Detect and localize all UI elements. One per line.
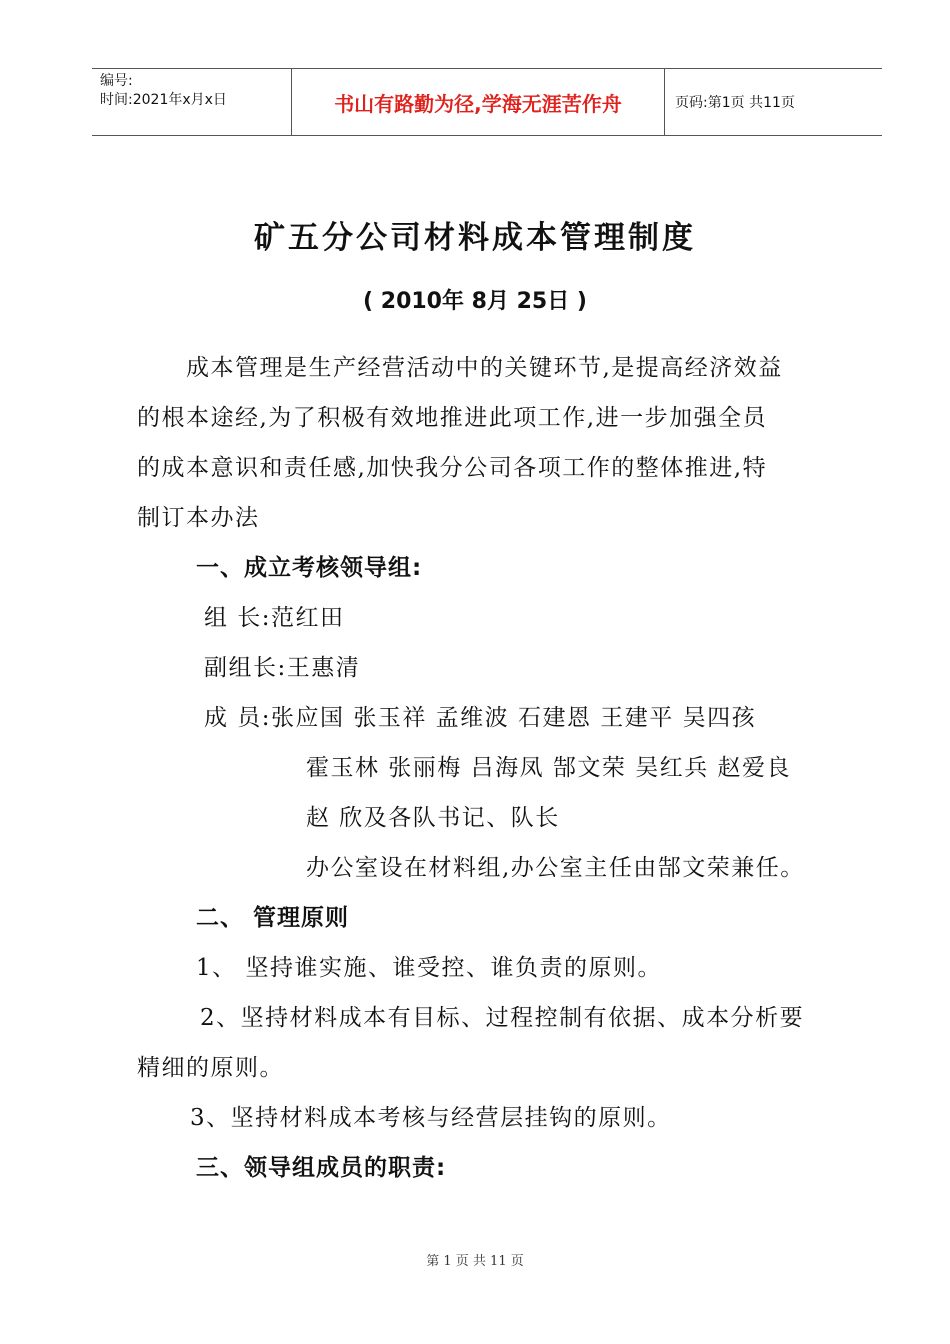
time-label: 时间:2021年x月x日 [100,92,227,108]
document-title: 矿五分公司材料成本管理制度 [254,220,696,256]
document-date: ( 2010年 8月 25日 ) [363,289,587,314]
principle-2-cont: 精细的原则。 [137,1055,284,1081]
section-2-heading: 二、 管理原则 [196,905,350,931]
principle-3: 3、坚持材料成本考核与经营层挂钩的原则。 [190,1105,672,1131]
members-line-1: 成 员:张应国 张玉祥 孟维波 石建恩 王建平 吴四孩 [204,705,757,731]
page-footer: 第 1 页 共 11 页 [426,1254,524,1269]
intro-line-3: 的成本意识和责任感,加快我分公司各项工作的整体推进,特 [137,455,768,481]
number-label: 编号: [100,73,133,89]
leader-line: 组 长:范红田 [204,605,345,631]
header-motto: 书山有路勤为径,学海无涯苦作舟 [292,69,665,135]
principle-2: 2、坚持材料成本有目标、过程控制有依据、成本分析要 [200,1005,805,1031]
header-page-info: 页码:第1页 共11页 [675,95,795,111]
header-meta [92,69,292,135]
office-line: 办公室设在材料组,办公室主任由郜文荣兼任。 [306,855,805,881]
intro-line-2: 的根本途经,为了积极有效地推进此项工作,进一步加强全员 [137,405,768,431]
members-line-2: 霍玉林 张丽梅 吕海凤 郜文荣 吴红兵 赵爱良 [306,755,792,781]
section-1-heading: 一、成立考核领导组: [196,555,423,581]
members-line-3: 赵 欣及各队书记、队长 [306,805,560,831]
principle-1: 1、 坚持谁实施、谁受控、谁负责的原则。 [196,955,662,981]
intro-line-4: 制订本办法 [137,505,260,531]
header-table [92,68,882,136]
deputy-line: 副组长:王惠清 [204,655,361,681]
intro-line-1: 成本管理是生产经营活动中的关键环节,是提高经济效益 [186,355,783,381]
section-3-heading: 三、领导组成员的职责: [196,1155,447,1181]
